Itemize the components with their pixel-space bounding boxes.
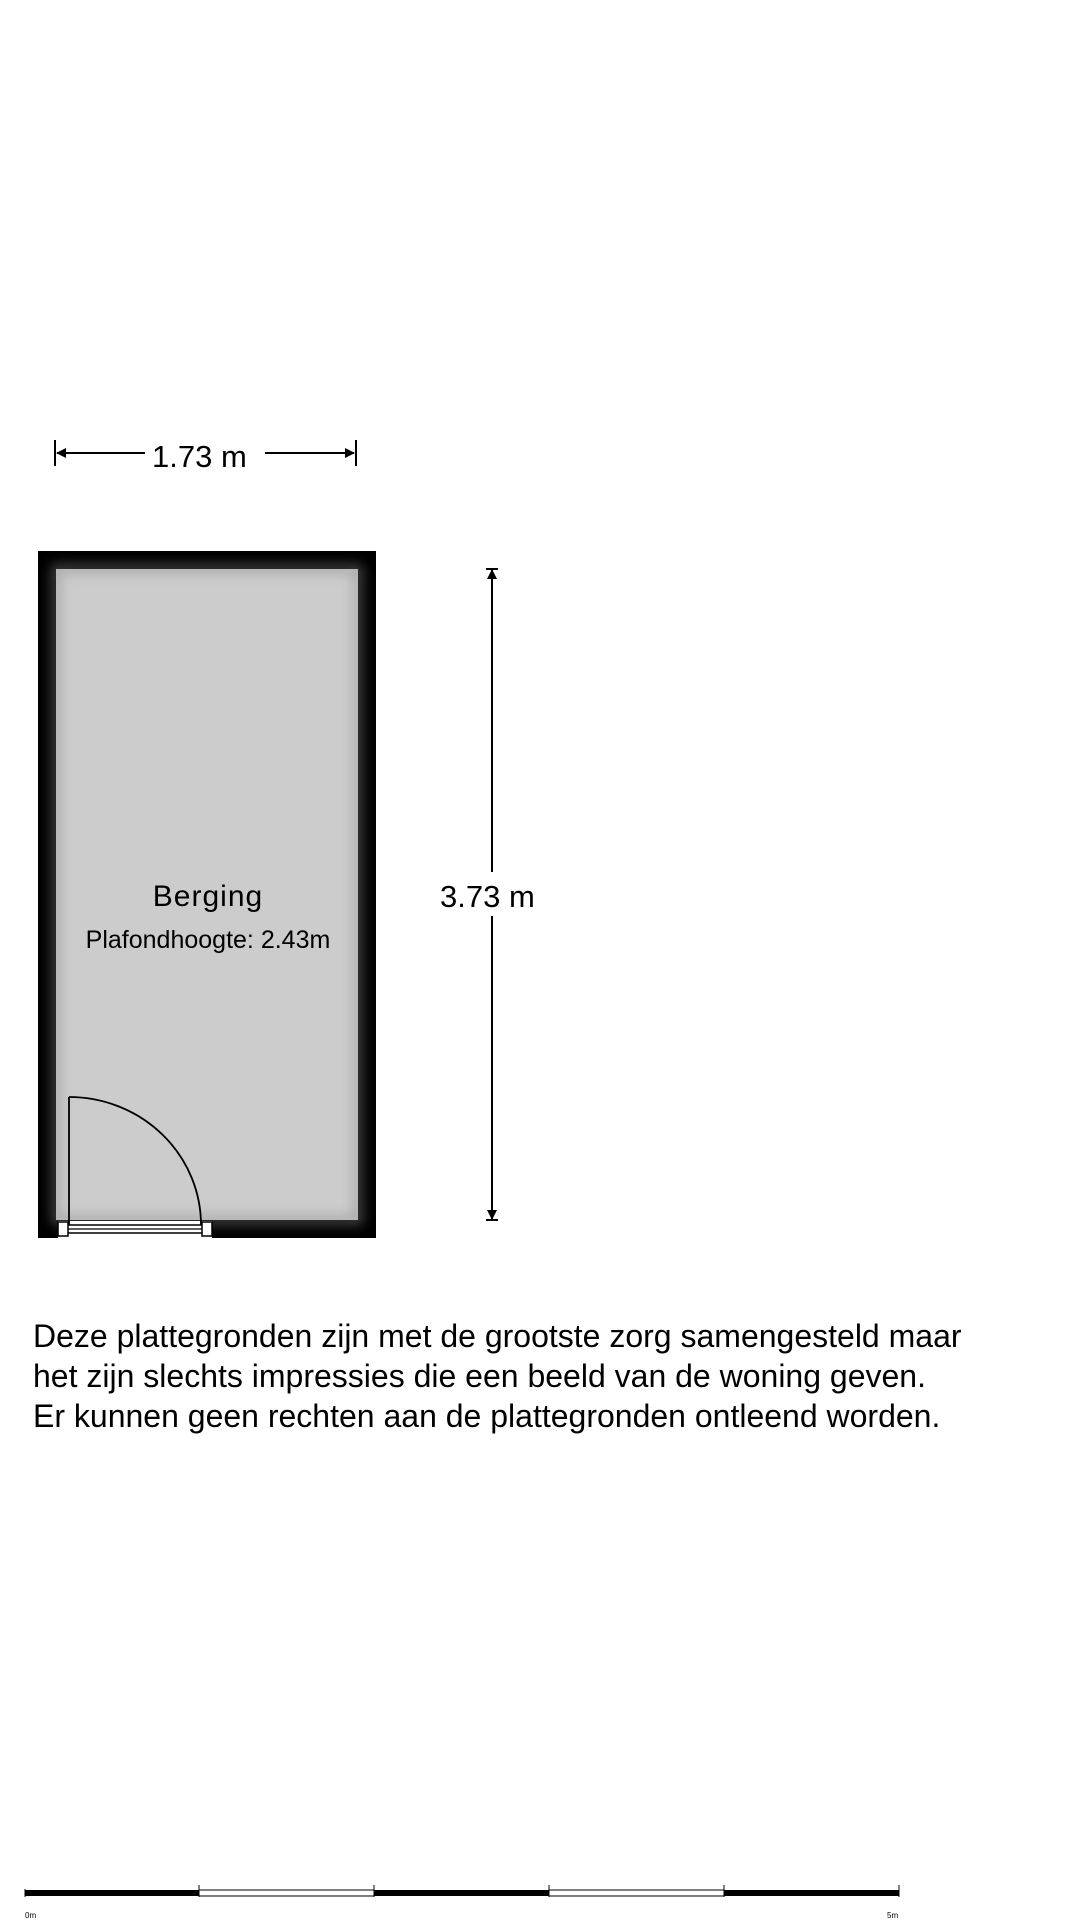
scale-start-label: 0m bbox=[25, 1911, 37, 1920]
length-dimension-label: 3.73 m bbox=[440, 879, 535, 914]
disclaimer-line: Deze plattegronden zijn met de grootste zorg samengesteld maar bbox=[33, 1318, 962, 1354]
room-name: Berging bbox=[152, 880, 264, 913]
scale-end-label: 5m bbox=[887, 1911, 899, 1920]
disclaimer-text bbox=[33, 1316, 1073, 1436]
disclaimer-line: Er kunnen geen rechten aan de plattegronden ontleend worden. bbox=[33, 1398, 941, 1434]
disclaimer-line: het zijn slechts impressies die een beeld van de woning geven. bbox=[33, 1358, 926, 1394]
width-dimension-label: 1.73 m bbox=[152, 439, 247, 474]
scale-bar bbox=[25, 1885, 899, 1897]
ceiling-height-label: Plafondhoogte: 2.43m bbox=[85, 926, 331, 954]
